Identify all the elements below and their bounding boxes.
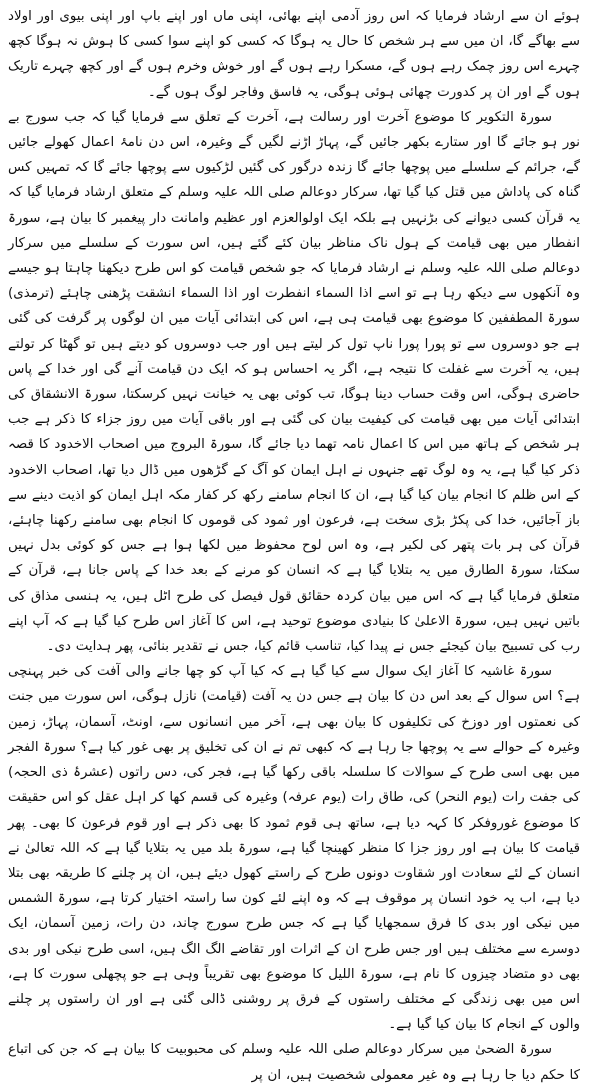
article-body (8, 4, 580, 1088)
paragraph-abasa-continuation: ہوئے ان سے ارشاد فرمایا کہ اس روز آدمی اپنے بھائی، اپنی ماں اور اپنے باپ اور اپنی بیوی اور اولاد سے بھاگے گا، ان میں سے ہر شخص کا حال یہ ہوگا کہ کسی کو اپنے سوا کسی کا ہوش نہ ہوگا کچھ چہرے اس روز چمک رہے ہوں گے، مسکرا رہے ہوں گے اور خوش وخرم ہوں گے اور کچھ چہرے تاریک ہوں گے اور ان پر کدورت چھائی ہوئی ہوگی، یہ فاسق وفاجر لوگ ہوں گے۔ (7, 9, 580, 100)
paragraph-ghashiya: سورۃ غاشیہ کا آغاز ایک سوال سے کیا گیا ہے کہ کیا آپ کو چھا جانے والی آفت کی خبر پہنچی ہے؟ اس سوال کے بعد اس دن کا بیان ہے جس دن یہ آفت (قیامت) نازل ہوگی، اس سورت میں جنت کی نعمتوں اور دوزخ کی تکلیفوں کا بیان بھی ہے، آخر میں انسانوں سے، اونٹ، آسمان، پہاڑ، زمین وغیرہ کے حوالے سے یہ پوچھا جا رہا ہے کہ کبھی تم نے ان کی تخلیق پر بھی غور کیا ہے؟ سورۃ الفجر میں بھی اسی طرح کے سوالات کا سلسلہ باقی رکھا گیا ہے، فجر کی، دس راتوں (عشرۂ ذی الحجہ) کی جفت رات (یوم النحر) کی، طاق رات (یوم عرفہ) وغیرہ کی قسم کھا کر اہل عقل کو اس حقیقت کا موضوع غوروفکر کا کہہ دیا ہے، ساتھ ہی قوم ثمود کا بھی ذکر ہے اور قوم فرعون کا بھی۔ پھر قیامت کا بیان ہے اور روز جزا کا منظر کھینچا گیا ہے، سورۃ بلد میں یہ بتلایا گیا ہے کہ اللہ تعالیٰ نے انسان کے لئے سعادت اور شقاوت دونوں طرح کے راستے کھول دیئے ہیں، ان پر چلنے کا طریقہ بھی بتلا دیا ہے، اب یہ خود انسان پر موقوف ہے کہ وہ اپنے لئے کون سا راستہ اختیار کرتا ہے، سورۃ الشمس میں نیکی اور بدی کا فرق سمجھایا گیا ہے کہ جس طرح سورج چاند، دن رات، زمین آسمان، ایک دوسرے سے مختلف ہیں اور جس طرح ان کے اثرات اور تقاضے الگ الگ ہیں، اسی طرح نیکی اور بدی بھی دو متضاد چیزوں کا نام ہے، سورۃ اللیل کا موضوع بھی تقریباً وہی ہے جو پچھلی سورت کا ہے، اس میں بھی زندگی کے مختلف راستوں کے فرق پر روشنی ڈالی گئی ہے اور ان راستوں پر چلنے والوں کے انجام کا بیان کیا گیا ہے۔ (8, 664, 580, 1033)
paragraph-takwir: سورۃ التکویر کا موضوع آخرت اور رسالت ہے، آخرت کے تعلق سے فرمایا گیا کہ جب سورج بے نور ہو جائے گا اور ستارے بکھر جائیں گے، پہاڑ اڑنے لگیں گے وغیرہ، اس دن نامۂ اعمال کھولے جائیں گے، جرائم کے سلسلے میں پوچھا جائے گا زندہ درگور کی گئیں لڑکیوں سے پوچھا جائے گا کہ تمہیں کس گناہ کی پاداش میں قتل کیا گیا تھا، سرکار دوعالم صلی اللہ علیہ وسلم کے متعلق ارشاد فرمایا گیا کہ یہ قرآن کسی دیوانے کی بڑنہیں ہے بلکہ ایک اولوالعزم اور عظیم وامانت دار پیغمبر کا بیان ہے، سورۃ انفطار میں بھی قیامت کے ہول ناک مناظر بیان کئے گئے ہیں، اس سورت کے سلسلے میں سرکار دوعالم صلی اللہ علیہ وسلم نے ارشاد فرمایا کہ جو شخص قیامت کو اس طرح دیکھنا چاہتا ہو جیسے وہ آنکھوں سے دیکھ رہا ہے تو اسے اذا السماء انفطرت اور اذا السماء انشقت پڑھنی چاہئے (ترمذی) سورۃ المطففین کا موضوع بھی قیامت ہی ہے، اس کی ابتدائی آیات میں ان لوگوں پر گرفت کی گئی ہے جو دوسروں سے تو پورا پورا ناپ تول کر لیتے ہیں اور جب دوسروں کو دیتے ہیں تو گھٹا کر تولتے ہیں، یہ آخرت سے غفلت کا نتیجہ ہے، اگر یہ احساس ہو کہ ایک دن قیامت آنے گی اور خدا کے پاس حاضری ہوگی، اس وقت حساب دینا ہوگا، تب کوئی بھی یہ خیانت نہیں کرسکتا، سورۃ الانشقاق کی ابتدائی آیات میں بھی قیامت کی کیفیت بیان کی گئی ہے اور باقی آیات میں روز جزاء کا ذکر ہے جب ہر شخص کے ہاتھ میں اس کا اعمال نامہ تھما دیا جائے گا، سورۃ البروج میں اصحاب الاخدود کا قصہ ذکر کیا گیا ہے، یہ وہ لوگ تھے جنہوں نے اہل ایمان کو آگ کے گڑھوں میں ڈال دیا تھا، اصحاب الاخدود کے اس ظلم کا انجام بیان کیا گیا ہے، ان کا انجام سامنے رکھ کر کفار مکہ اہل ایمان کو اذیت دینے سے باز آجائیں، خدا کی پکڑ بڑی سخت ہے، فرعون اور ثمود کی قوموں کا انجام بھی سامنے رکھنا چاہئے، قرآن کی ہر بات پتھر کی لکیر ہے، وہ اس لوح محفوظ میں لکھا ہوا ہے جس کو کوئی بدل نہیں سکتا، سورۃ الطارق میں یہ بتلایا گیا ہے کہ انسان کو مرنے کے بعد خدا کے پاس جانا ہے، قرآن کے متعلق فرمایا گیا ہے کہ اس میں بیان کردہ حقائق قول فیصل کی طرح اٹل ہیں، یہ ہنسی مذاق کی باتیں نہیں ہیں، سورۃ الاعلیٰ کا بنیادی موضوع توحید ہے، اس کا آغاز اس طرح کیا گیا ہے کہ آپ اپنے رب کی تسبیح بیان کیجئے جس نے پیدا کیا، تناسب قائم کیا، جس نے تقدیر بنائی، پھر ہدایت دی۔ (8, 109, 580, 655)
paragraph-duha: سورۃ الضحیٰ میں سرکار دوعالم صلی اللہ علیہ وسلم کی محبوبیت کا بیان ہے کہ جن کی اتباع کا حکم دیا جا رہا ہے وہ غیر معمولی شخصیت ہیں، ان پر (8, 1042, 580, 1083)
